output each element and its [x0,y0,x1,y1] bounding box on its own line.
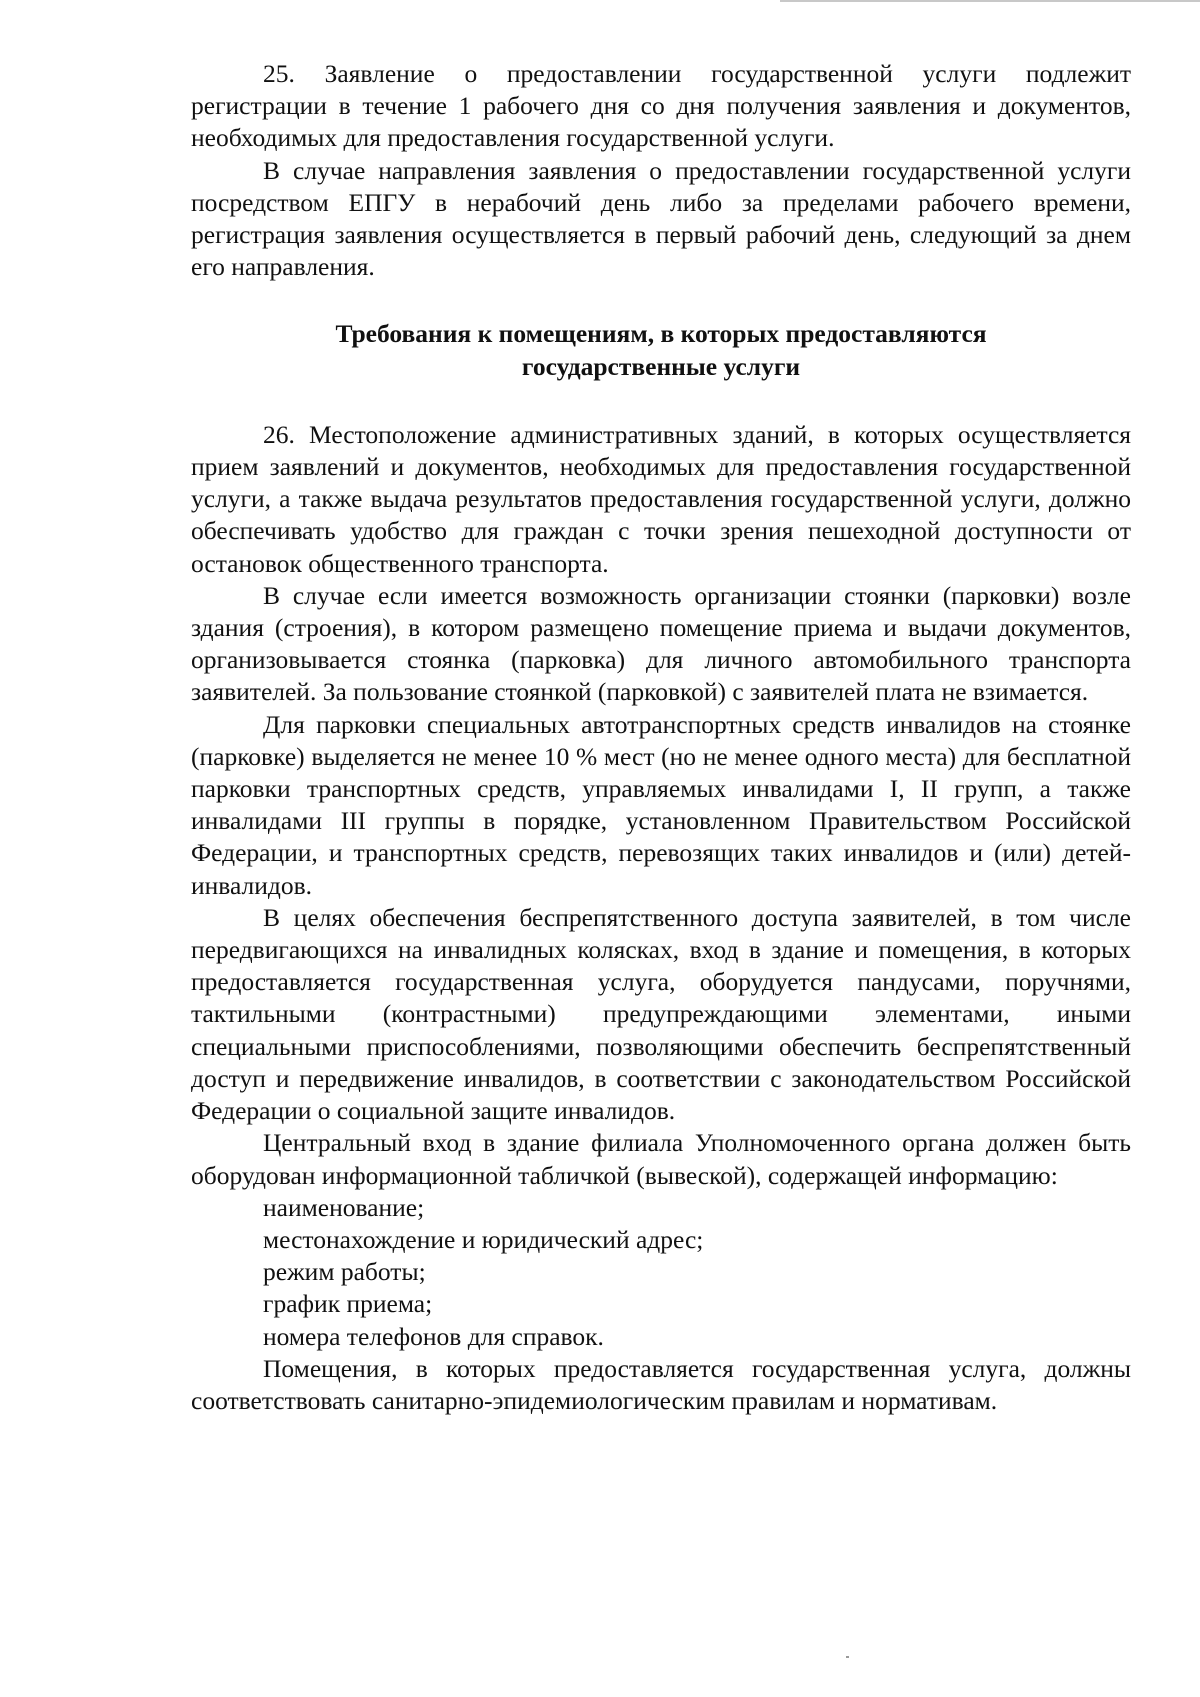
heading-line-2: государственные услуги [521,351,801,381]
list-item: режим работы; [263,1257,426,1287]
paragraph-sanitary: Помещения, в которых предоставляется государственная услуга, должны соответствовать санитарно-эпидемиологическим правилам и нормативам. [191,1353,1131,1415]
section-heading [191,318,1131,382]
paragraph-parking: В случае если имеется возможность организации стоянки (парковки) возле здания (строения), в котором размещено помещение приема и выдачи документов, организовывается стоянка (парковка) для личного автомобильного транспорта заявителей. За пользование стоянкой (парковкой) с заявителей плата не взимается. [191,580,1131,707]
paragraph-26: 26. Местоположение административных зданий, в которых осуществляется прием заявлений и документов, необходимых для предоставления государственной услуги, а также выдача результатов предоставления государственной услуги, должно обеспечивать удобство для граждан с точки зрения пешеходной доступности от остановок общественного транспорта. [191,419,1131,578]
heading-line-1: Требования к помещениям, в которых предоставляются [335,319,987,349]
scan-edge [780,0,1200,2]
sign-info-list [191,1192,1131,1353]
paragraph-25: 25. Заявление о предоставлении государственной услуги подлежит регистрации в течение 1 рабочего дня со дня получения заявления и документов, необходимых для предоставления государственной услуги. [191,59,1131,153]
paragraph-accessibility: В целях обеспечения беспрепятственного доступа заявителей, в том числе передвигающихся на инвалидных колясках, вход в здание и помещения, в которых предоставляется государственная услуга, оборудуется пандусами, поручнями, тактильными (контрастными) предупреждающими элементами, иными специальными приспособлениями, позволяющими обеспечить беспрепятственный доступ и передвижение инвалидов, в соответствии с законодательством Российской Федерации о социальной защите инвалидов. [191,902,1131,1126]
list-item: номера телефонов для справок. [263,1321,604,1351]
document-body [191,58,1131,1417]
list-item: наименование; [263,1192,425,1222]
section-registration [191,58,1131,283]
paragraph-epgu-registration: В случае направления заявления о предоставлении государственной услуги посредством ЕПГУ в нерабочий день либо за пределами рабочего времени, регистрация заявления осуществляется в первый рабочий день, следующий за днем его направления. [191,155,1131,282]
paragraph-disabled-parking: Для парковки специальных автотранспортных средств инвалидов на стоянке (парковке) выделяется не менее 10 % мест (но не менее одного места) для бесплатной парковки транспортных средств, управляемых инвалидами I, II групп, а также инвалидами III группы в порядке, установленном Правительством Российской Федерации, и транспортных средств, перевозящих таких инвалидов и (или) детей-инвалидов. [191,709,1131,900]
paragraph-entrance-sign: Центральный вход в здание филиала Уполномоченного органа должен быть оборудован информационной табличкой (вывеской), содержащей информацию: [191,1128,1131,1190]
section-premises [191,419,1131,1417]
scan-speck [846,1656,849,1658]
list-item: местонахождение и юридический адрес; [263,1224,704,1254]
list-item: график приема; [263,1289,433,1319]
